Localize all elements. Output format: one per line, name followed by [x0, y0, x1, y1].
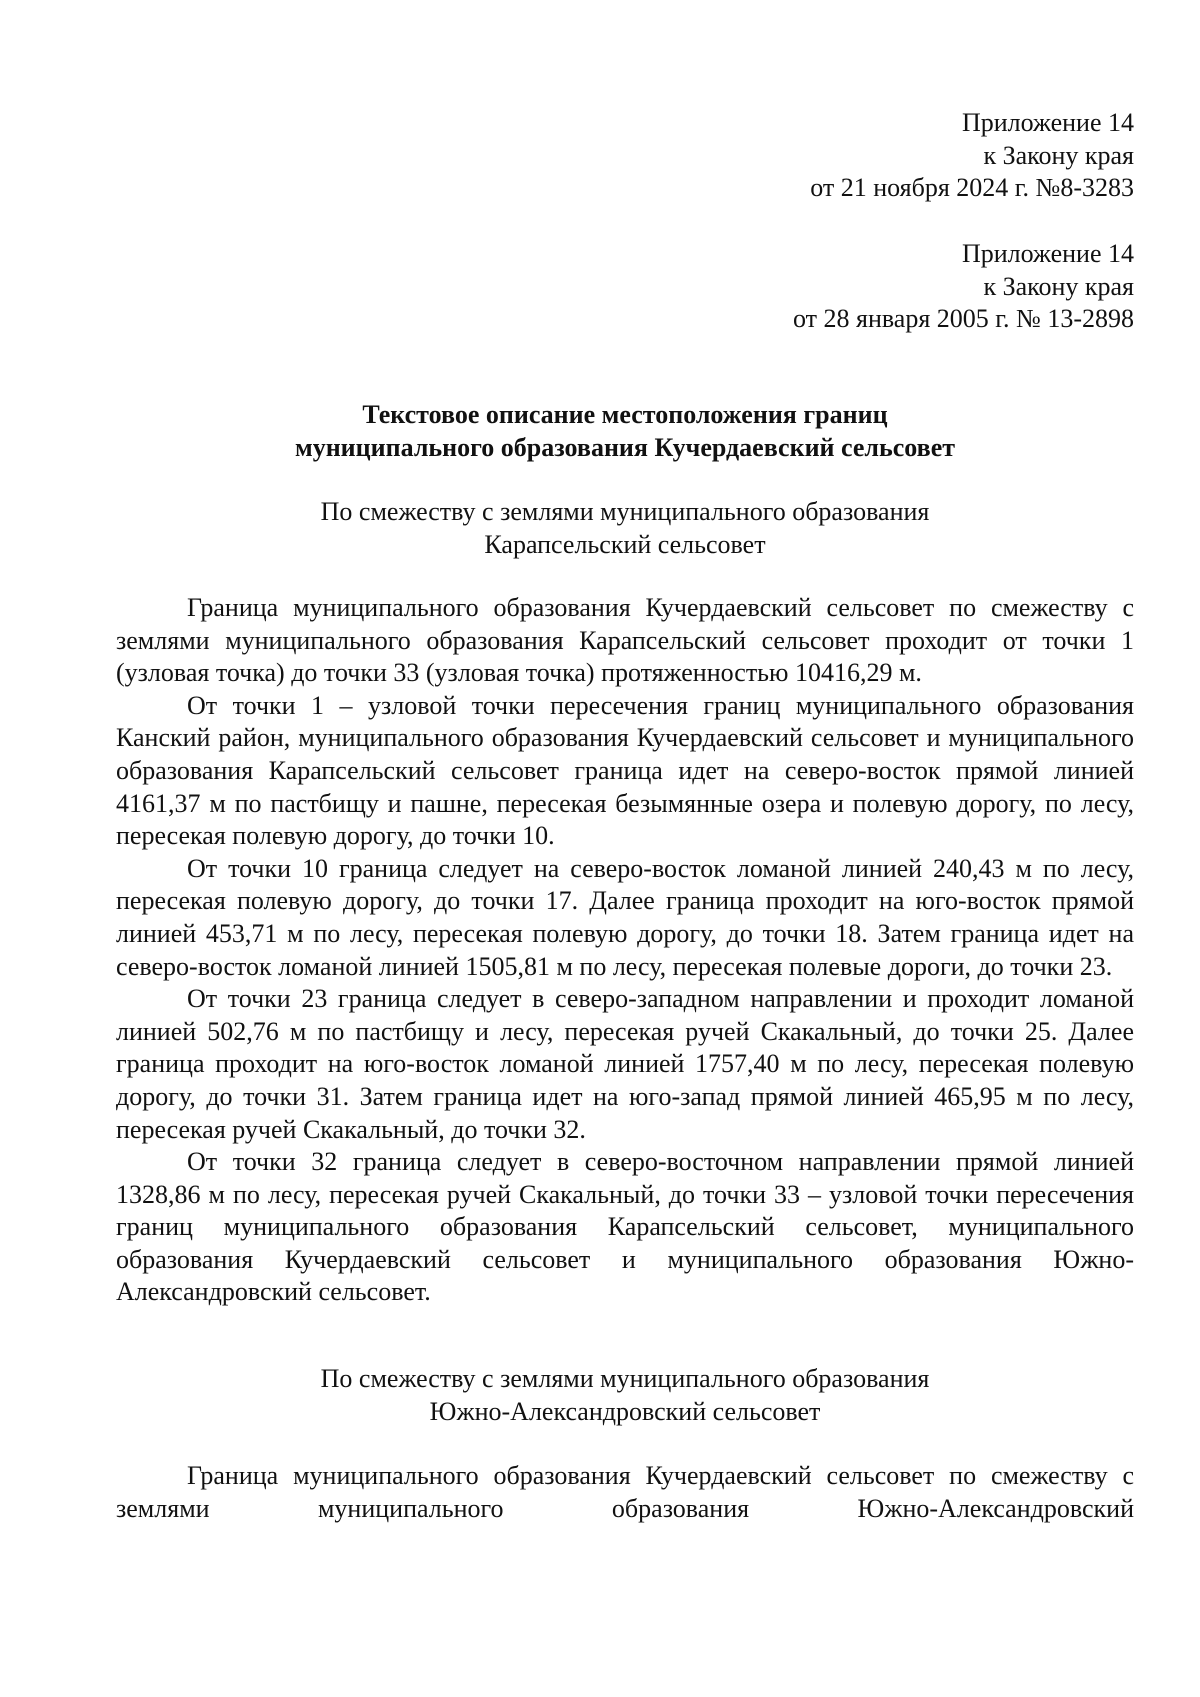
- section1-heading-line2: Карапсельский сельсовет: [484, 529, 766, 559]
- paragraph: От точки 32 граница следует в северо-восточном направлении прямой линией 1328,86 м по лесу, пересекая ручей Скакальный, до точки 33 – узловой точки пересечения границ муниципального образования Карапсельский сельсовет, муниципального образования Кучердаевский сельсовет и муниципального образования Южно-Александровский сельсовет.: [116, 1147, 1134, 1307]
- appendix-law-ref: к Закону края: [983, 140, 1134, 170]
- section2-heading-line2: Южно-Александровский сельсовет: [429, 1396, 821, 1426]
- appendix-header-new: [534, 107, 1134, 205]
- appendix-law-ref: к Закону края: [983, 271, 1134, 301]
- section2-heading-line1: По смежеству с землями муниципального образования: [320, 1364, 930, 1393]
- paragraph: От точки 1 – узловой точки пересечения границ муниципального образования Канский район, муниципального образования Кучердаевский сельсовет и муниципального образования Карапсельский сельсовет граница идет на северо-восток прямой линией 4161,37 м по пастбищу и пашне, пересекая безымянные озера и полевую дорогу, по лесу, пересекая полевую дорогу, до точки 10.: [116, 690, 1134, 851]
- paragraph: От точки 23 граница следует в северо-западном направлении и проходит ломаной линией 502,76 м по пастбищу и лесу, пересекая ручей Скакальный, до точки 25. Далее граница проходит на юго-восток ломаной линией 1757,40 м по лесу, пересекая полевую дорогу, до точки 31. Затем граница идет на юго-запад прямой линией 465,95 м по лесу, пересекая ручей Скакальный, до точки 32.: [116, 984, 1134, 1144]
- section2-body: [116, 1460, 1134, 1525]
- document-title-line1: Текстовое описание местоположения границ: [362, 400, 888, 429]
- section1-body: [116, 592, 1134, 1309]
- paragraph: От точки 10 граница следует на северо-восток ломаной линией 240,43 м по лесу, пересекая полевую дорогу, до точки 17. Далее граница проходит на юго-восток прямой линией 453,71 м по лесу, пересекая полевую дорогу, до точки 18. Затем граница идет на северо-восток ломаной линией 1505,81 м по лесу, пересекая полевые дороги, до точки 23.: [116, 853, 1134, 981]
- document-title-line2: муниципального образования Кучердаевский сельсовет: [294, 432, 956, 462]
- appendix-header-old: [534, 238, 1134, 336]
- appendix-number: Приложение 14: [961, 239, 1134, 268]
- appendix-law-date: от 28 января 2005 г. № 13-2898: [792, 304, 1134, 334]
- paragraph: Граница муниципального образования Кучердаевский сельсовет по смежеству с землями муниципального образования Южно-Александровский: [116, 1461, 1134, 1523]
- paragraph: Граница муниципального образования Кучердаевский сельсовет по смежеству с землями муниципального образования Карапсельский сельсовет проходит от точки 1 (узловая точка) до точки 33 (узловая точка) протяженностью 10416,29 м.: [116, 593, 1134, 688]
- section1-heading-line1: По смежеству с землями муниципального образования: [320, 497, 930, 526]
- appendix-number: Приложение 14: [961, 108, 1134, 137]
- appendix-law-date: от 21 ноября 2024 г. №8-3283: [810, 173, 1134, 203]
- section1-heading: [116, 496, 1134, 561]
- section2-heading: [116, 1363, 1134, 1428]
- document-title: [116, 399, 1134, 464]
